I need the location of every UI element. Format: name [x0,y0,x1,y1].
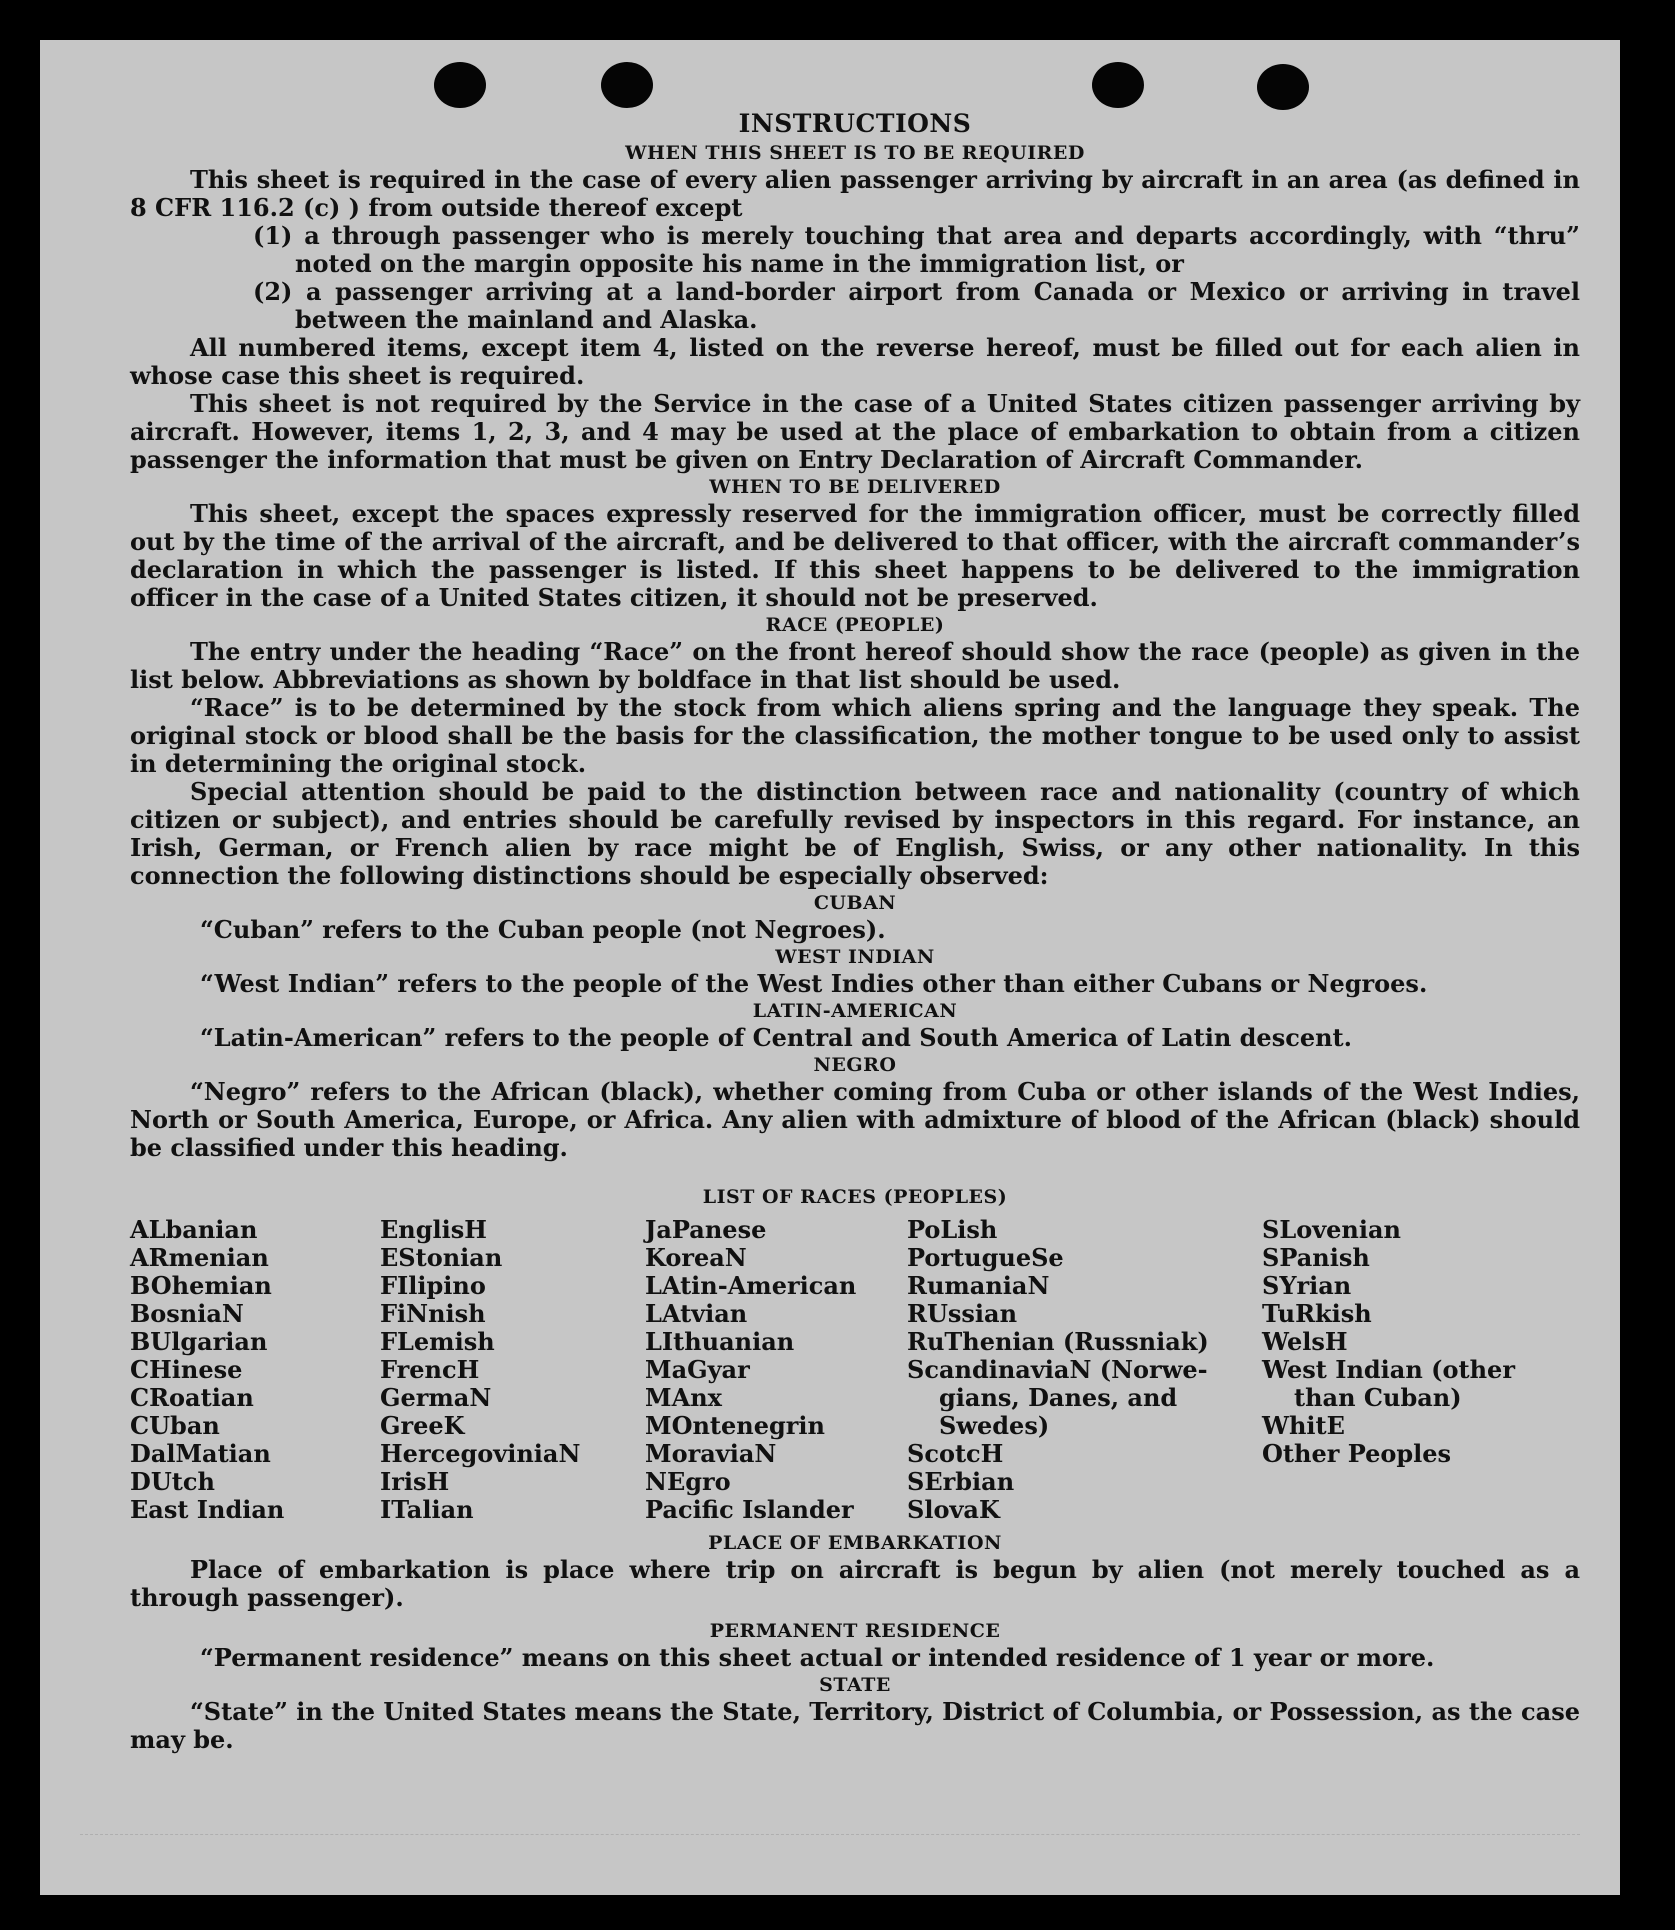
punch-hole [1257,64,1309,110]
race-entry: NEgro [645,1467,731,1496]
race-entry: MOntenegrin [645,1411,825,1440]
section-heading: WEST INDIAN [775,946,935,968]
punch-hole [434,62,486,108]
race-entry: TuRkish [1262,1299,1372,1328]
race-entry: BosniaN [130,1299,244,1328]
section-heading: WHEN THIS SHEET IS TO BE REQUIRED [625,142,1085,164]
section-heading: CUBAN [813,892,897,914]
race-entry: ALbanian [130,1215,258,1244]
race-entry: LAtvian [645,1299,748,1328]
paragraph: All numbered items, except item 4, listed on the reverse hereof, must be filled out for each alien in whose case this sheet is required. [130,333,1580,390]
race-entry: FIlipino [380,1271,486,1300]
section-heading: STATE [819,1674,891,1696]
race-entry: ScandinaviaN (Norwe- [907,1355,1208,1384]
race-entry: HercegoviniaN [380,1439,581,1468]
race-entry: FLemish [380,1327,495,1356]
instructions-content [130,108,1580,1754]
paragraph: This sheet is not required by the Service in the case of a United States citizen passenger arriving by aircraft. However, items 1, 2, 3, and 4 may be used at the place of embarkation to obtain from a citizen passenger the information that must be given on Entry Declaration of Aircraft Commander. [130,389,1580,474]
race-entry: ARmenian [130,1243,269,1272]
race-entry: MAnx [645,1383,722,1412]
paragraph: This sheet is required in the case of every alien passenger arriving by aircraft in an area (as defined in 8 CFR 116.2 (c) ) from outside thereof except [130,165,1580,222]
race-entry: JaPanese [645,1215,767,1244]
races-column-5 [1262,1216,1562,1524]
race-entry: PoLish [907,1215,998,1244]
race-entry: EStonian [380,1243,503,1272]
race-entry-continuation: Swedes) [939,1411,1050,1440]
paragraph: “Race” is to be determined by the stock from which aliens spring and the language they speak. The original stock or blood shall be the basis for the classification, the mother tongue to be used only to assist in determining the original stock. [130,693,1580,778]
punch-hole [1092,62,1144,108]
paragraph: Special attention should be paid to the distinction between race and nationality (country of which citizen or subject), and entries should be carefully revised by inspectors in this regard. For instance, an Irish, German, or French alien by race might be of English, Swiss, or any other nationality. In this connection the following distinctions should be especially observed: [130,777,1580,890]
section-heading: NEGRO [813,1054,897,1076]
section-heading: WHEN TO BE DELIVERED [709,476,1001,498]
race-entry: RuThenian (Russniak) [907,1327,1209,1356]
race-entry-continuation: gians, Danes, and [939,1383,1178,1412]
races-column-4 [907,1216,1262,1524]
race-entry: East Indian [130,1495,285,1524]
races-list [130,1216,1580,1524]
race-entry: Pacific Islander [645,1495,854,1524]
race-entry: DUtch [130,1467,215,1496]
races-column-1 [130,1216,380,1524]
race-entry: BUlgarian [130,1327,268,1356]
race-entry: SLovenian [1262,1215,1401,1244]
races-list-heading: LIST OF RACES (PEOPLES) [702,1186,1008,1208]
race-entry: SYrian [1262,1271,1352,1300]
punch-hole [601,62,653,108]
race-entry: LAtin-American [645,1271,857,1300]
race-entry: SlovaK [907,1495,1000,1524]
race-entry: FiNnish [380,1299,486,1328]
race-entry: PortugueSe [907,1243,1064,1272]
definition: “Permanent residence” means on this sheet actual or intended residence of 1 year or more. [200,1643,1435,1672]
section-heading: PLACE OF EMBARKATION [708,1532,1002,1554]
race-entry: MaGyar [645,1355,750,1384]
list-item: (2) a passenger arriving at a land-border airport from Canada or Mexico or arriving in travel between the mainland and Alaska. [253,277,1580,334]
race-entry: Other Peoples [1262,1439,1452,1468]
race-entry: GreeK [380,1411,465,1440]
section-heading: RACE (PEOPLE) [765,614,945,636]
race-entry: WhitE [1262,1411,1345,1440]
definition: “Cuban” refers to the Cuban people (not Negroes). [200,915,886,944]
race-entry: CHinese [130,1355,243,1384]
race-entry: EnglisH [380,1215,487,1244]
race-entry: CUban [130,1411,220,1440]
race-entry: IrisH [380,1467,450,1496]
race-entry: RumaniaN [907,1271,1050,1300]
paragraph: Place of embarkation is place where trip on aircraft is begun by alien (not merely touched as a through passenger). [130,1555,1580,1612]
section-heading: PERMANENT RESIDENCE [709,1620,1001,1642]
page-title: INSTRUCTIONS [738,109,972,138]
race-entry: BOhemian [130,1271,272,1300]
definition: “West Indian” refers to the people of the West Indies other than either Cubans or Negroes. [200,969,1428,998]
race-entry: LIthuanian [645,1327,795,1356]
race-entry: GermaN [380,1383,492,1412]
list-item: (1) a through passenger who is merely touching that area and departs accordingly, with “thru” noted on the margin opposite his name in the immigration list, or [253,221,1580,278]
race-entry: ScotcH [907,1439,1004,1468]
definition: “State” in the United States means the State, Territory, District of Columbia, or Possession, as the case may be. [130,1697,1580,1754]
race-entry: SPanish [1262,1243,1370,1272]
document-page [40,40,1620,1895]
race-entry: West Indian (other [1262,1355,1515,1384]
race-entry: ITalian [380,1495,474,1524]
race-entry: DalMatian [130,1439,271,1468]
race-entry: FrencH [380,1355,480,1384]
paragraph: The entry under the heading “Race” on the front hereof should show the race (people) as given in the list below. Abbreviations as shown by boldface in that list should be used. [130,637,1580,694]
races-column-3 [645,1216,907,1524]
section-heading: LATIN-AMERICAN [752,1000,958,1022]
faint-bleed-through [80,1834,1580,1859]
race-entry: WelsH [1262,1327,1348,1356]
race-entry-continuation: than Cuban) [1294,1383,1462,1412]
paragraph: This sheet, except the spaces expressly reserved for the immigration officer, must be correctly filled out by the time of the arrival of the aircraft, and be delivered to that officer, with the aircraft commander’s declaration in which the passenger is listed. If this sheet happens to be delivered to the immigration officer in the case of a United States citizen, it should not be preserved. [130,499,1580,612]
definition: “Negro” refers to the African (black), whether coming from Cuba or other islands of the West Indies, North or South America, Europe, or Africa. Any alien with admixture of blood of the African (black) should be classified under this heading. [130,1077,1580,1162]
race-entry: CRoatian [130,1383,254,1412]
definition: “Latin-American” refers to the people of Central and South America of Latin descent. [200,1023,1352,1052]
race-entry: RUssian [907,1299,1018,1328]
race-entry: SErbian [907,1467,1015,1496]
race-entry: MoraviaN [645,1439,777,1468]
races-column-2 [380,1216,645,1524]
race-entry: KoreaN [645,1243,747,1272]
